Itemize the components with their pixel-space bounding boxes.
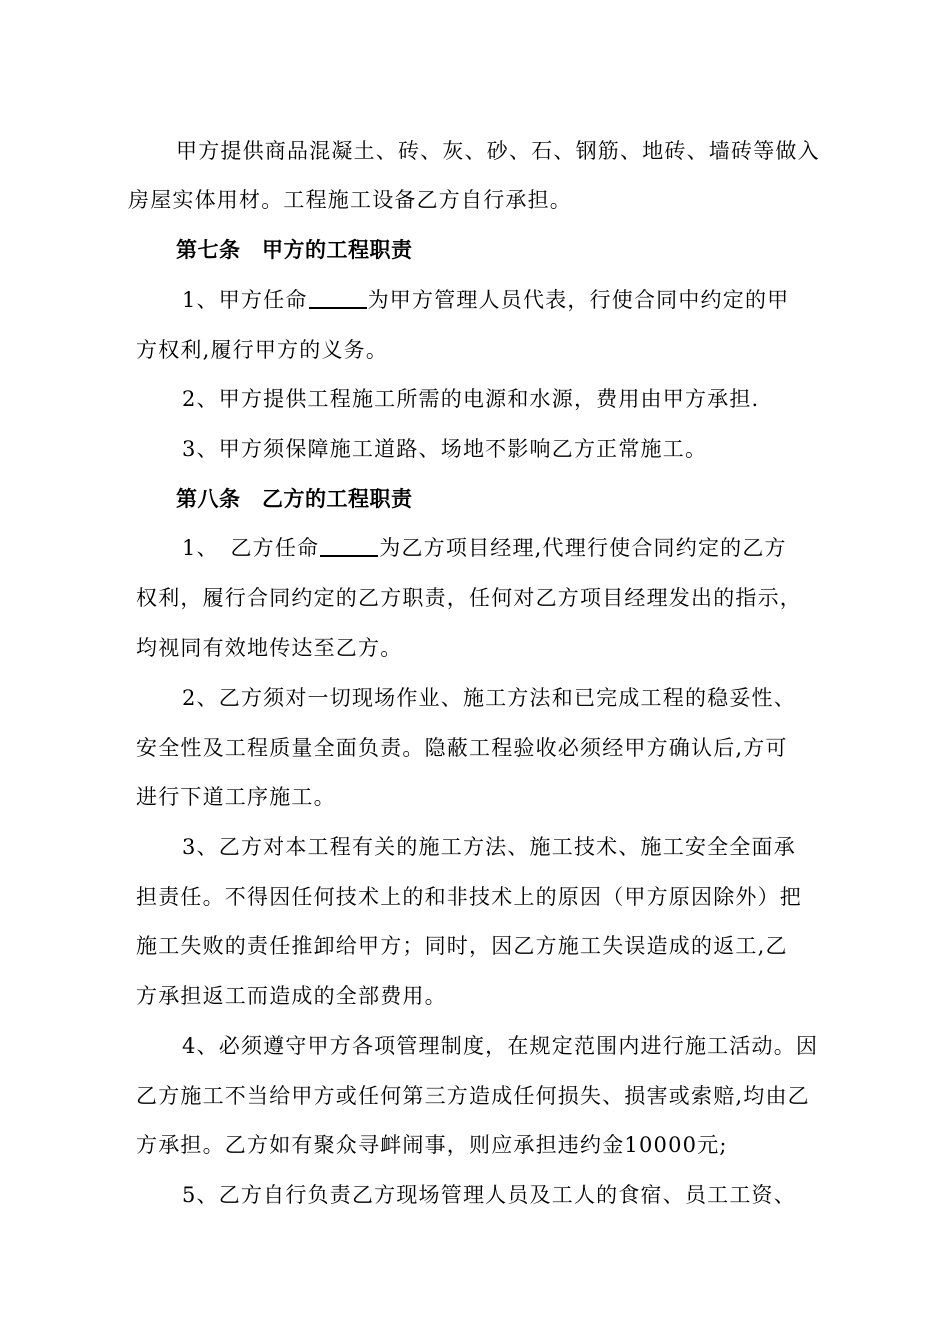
article-8-item-2-line-1: 2、乙方须对一切现场作业、施工方法和已完成工程的稳妥性、 <box>182 686 796 710</box>
article-8-item-3-line-1: 3、乙方对本工程有关的施工方法、施工技术、施工安全全面承 <box>182 835 796 859</box>
para-materials-line-2: 房屋实体用材。工程施工设备乙方自行承担。 <box>128 188 572 212</box>
article-8-item-2-line-2: 安全性及工程质量全面负责。隐蔽工程验收必须经甲方确认后,方可 <box>136 736 788 760</box>
fill-blank <box>320 535 378 557</box>
article-8-item-4-line-1: 4、必须遵守甲方各项管理制度，在规定范围内进行施工活动。因 <box>182 1034 819 1058</box>
article-8-item-5-line-1: 5、乙方自行负责乙方现场管理人员及工人的食宿、员工工资、 <box>182 1183 796 1207</box>
article-8-item-4-line-3: 方承担。乙方如有聚众寻衅闹事，则应承担违约金10000元; <box>136 1133 728 1157</box>
article-7-item-1-suffix: 为甲方管理人员代表，行使合同中约定的甲 <box>367 288 790 312</box>
article-7-item-1-prefix: 1、甲方任命 <box>182 288 308 312</box>
article-8-item-3-line-3: 施工失败的责任推卸给甲方；同时，因乙方施工失误造成的返工,乙 <box>136 934 788 958</box>
article-8-item-1-line-1 <box>182 533 787 563</box>
article-8-item-1-line-2: 权利，履行合同约定的乙方职责，任何对乙方项目经理发出的指示， <box>136 586 802 610</box>
article-8-item-1-line-3: 均视同有效地传达至乙方。 <box>136 636 403 660</box>
article-8-item-2-line-3: 进行下道工序施工。 <box>136 785 336 809</box>
article-8-item-1-suffix: 为乙方项目经理,代理行使合同约定的乙方 <box>379 536 787 560</box>
article-8-item-4-line-2: 乙方施工不当给甲方或任何第三方造成任何损失、损害或索赔,均由乙 <box>136 1084 810 1108</box>
article-8-heading: 第八条 乙方的工程职责 <box>176 487 413 511</box>
article-8-item-3-line-4: 方承担返工而造成的全部费用。 <box>136 984 447 1008</box>
para-materials-line-1: 甲方提供商品混凝土、砖、灰、砂、石、钢筋、地砖、墙砖等做入 <box>176 139 820 163</box>
article-8-item-3-line-2: 担责任。不得因任何技术上的和非技术上的原因（甲方原因除外）把 <box>136 885 802 909</box>
article-7-item-3: 3、甲方须保障施工道路、场地不影响乙方正常施工。 <box>182 437 708 461</box>
article-7-heading: 第七条 甲方的工程职责 <box>176 238 413 262</box>
article-7-item-1-line-2: 方权利,履行甲方的义务。 <box>136 338 389 362</box>
article-7-item-1-line-1 <box>182 285 789 315</box>
article-8-item-1-prefix: 1、 乙方任命 <box>182 536 320 560</box>
article-7-item-2: 2、甲方提供工程施工所需的电源和水源，费用由甲方承担. <box>182 387 760 411</box>
fill-blank <box>309 287 367 309</box>
